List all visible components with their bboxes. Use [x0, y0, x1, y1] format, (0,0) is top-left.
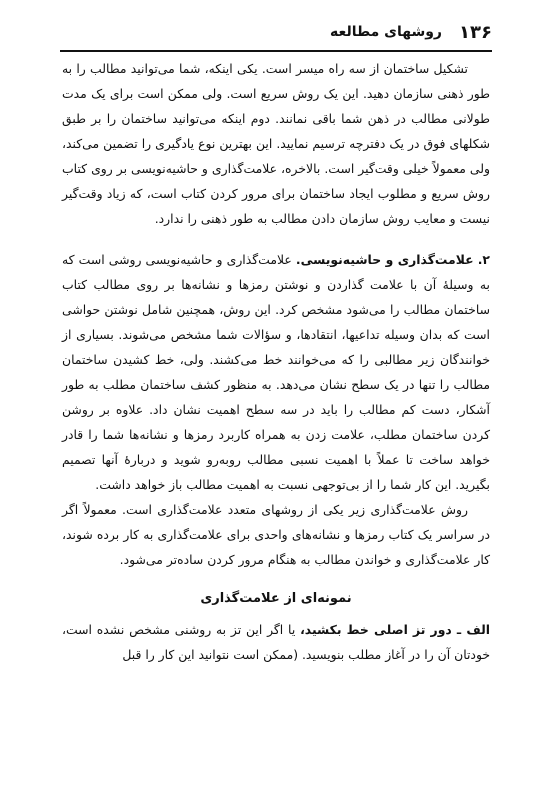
paragraph-2-title: علامت‌گذاری و حاشیه‌نویسی. — [295, 252, 474, 267]
page-header — [60, 22, 492, 52]
page-number: ۱۳۶ — [459, 22, 492, 43]
item-a-label: الف ـ دور تز اصلی خط بکشید، — [300, 622, 490, 637]
paragraph-1: تشکیل ساختمان از سه راه میسر است. یکی اینکه، شما می‌توانید مطالب را به طور ذهنی سازمان دهید. این یک روش سریع است. ولی ممکن است برای یک مدت طولانی مطالب در ذهن شما باقی نمانند. دوم اینکه می‌توانید ساختمان را بر طبق شکلهای فوق در یک دفترچه ترسیم نمایید. این بهترین نوع یادگیری را تضمین می‌کند، ولی معمولاً خیلی وقت‌گیر است. بالاخره، علامت‌گذاری و حاشیه‌نویسی بر روی کتاب روش سریع و مطلوب ایجاد ساختمان برای مرور کردن کتاب است، که زیاد وقت‌گیر نیست و معایب روش سازمان دادن مطالب به طور ذهنی را ندارد. — [62, 61, 490, 226]
item-a — [62, 617, 490, 667]
paragraph-3: روش علامت‌گذاری زیر یکی از روشهای متعدد علامت‌گذاری است. معمولاً اگر در سراسر یک کتاب رمزها و نشانه‌های واحدی برای علامت‌گذاری به کار برده شوند، کار علامت‌گذاری و خواندن مطالب به هنگام مرور کردن ساده‌تر می‌شود. — [62, 502, 490, 567]
item-a-text: یا اگر این تز به روشنی مشخص نشده است، خودتان آن را در آغاز مطلب بنویسید. (ممکن است نتوانید این کار را قبل — [62, 622, 490, 662]
section-subheading: نمونه‌ای از علامت‌گذاری — [200, 591, 352, 606]
paragraph-2-number: ۲. — [477, 252, 490, 267]
page-content — [62, 56, 490, 667]
paragraph-2-body: علامت‌گذاری و حاشیه‌نویسی روشی است که به وسیلهٔ آن با علامت گذاردن و نوشتن رمزها و نشانه‌ها بر روی مطالب کتاب ساختمان مطالب را می‌شود مشخص کرد. این روش، همچنین شامل نوشتن حواشی است که بدان وسیله تداعیها، انتقادها، و سؤالات شما مشخص می‌شوند. بسیاری از خوانندگان زیر مطالبی را که می‌خوانند خط می‌کشند. ولی، خط کشیدن ساختمان مطالب را تنها در یک سطح نشان می‌دهد. به منظور کشف ساختمان مطلب به طور آشکار، دست کم مطالب را باید در سه سطح اهمیت نشان داد. علاوه بر روشن کردن ساختمان مطلب، علامت زدن به همراه کاربرد رمزها و نشانه‌ها شما را قادر خواهد ساخت تا عملاً با اهمیت نسبی مطالب روبه‌رو شوید و دربارهٔ آنها تصمیم بگیرید. این کار شما را از بی‌توجهی نسبت به اهمیت مطالب باز خواهد داشت. — [62, 252, 490, 492]
paragraph-gap — [62, 231, 490, 247]
running-title: روشهای مطالعه — [330, 24, 442, 40]
paragraph-2 — [62, 247, 490, 497]
